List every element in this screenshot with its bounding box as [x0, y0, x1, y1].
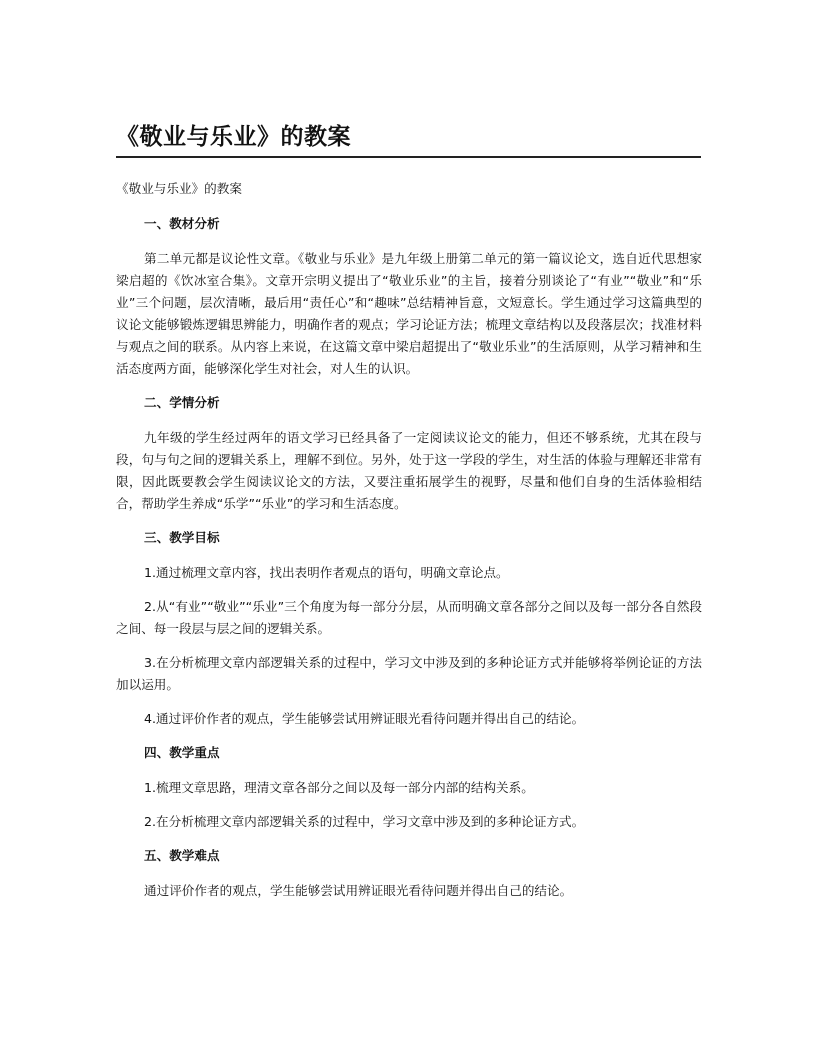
section-heading-teaching-goals: 三、教学目标	[144, 530, 220, 545]
section-paragraph: 九年级的学生经过两年的语文学习已经具备了一定阅读议论文的能力，但还不够系统，尤其在段与段，句与句之间的逻辑关系上，理解不到位。另外，处于这一学段的学生，对生活的体验与理解还非常有限，因此既要教会学生阅读议论文的方法，又要注重拓展学生的视野，尽量和他们自身的生活体验相结合，帮助学生养成“乐学”“乐业”的学习和生活态度。	[116, 430, 702, 511]
goal-item: 1.通过梳理文章内容，找出表明作者观点的语句，明确文章论点。	[144, 565, 509, 580]
section-paragraph: 第二单元都是议论性文章。《敬业与乐业》是九年级上册第二单元的第一篇议论文，选自近代思想家梁启超的《饮冰室合集》。文章开宗明义提出了“敬业乐业”的主旨，接着分别谈论了“有业”“敬业”和“乐业”三个问题，层次清晰，最后用“责任心”和“趣味”总结精神旨意，文短意长。学生通过学习这篇典型的议论文能够锻炼逻辑思辨能力，明确作者的观点；学习论证方法；梳理文章结构以及段落层次；找准材料与观点之间的联系。从内容上来说，在这篇文章中梁启超提出了“敬业乐业”的生活原则，从学习精神和生活态度两方面，能够深化学生对社会，对人生的认识。	[116, 251, 702, 376]
section-heading-student-analysis: 二、学情分析	[144, 395, 220, 410]
title-divider	[116, 156, 701, 158]
section-heading-textbook-analysis: 一、教材分析	[144, 216, 220, 231]
goal-item: 4.通过评价作者的观点，学生能够尝试用辨证眼光看待问题并得出自己的结论。	[144, 711, 585, 726]
document-body	[116, 178, 702, 914]
goal-item: 3.在分析梳理文章内部逻辑关系的过程中，学习文中涉及到的多种论证方式并能够将举例论证的方法加以运用。	[116, 655, 702, 692]
difficulty-item: 通过评价作者的观点，学生能够尝试用辨证眼光看待问题并得出自己的结论。	[144, 883, 573, 898]
section-heading-key-points: 四、教学重点	[144, 745, 220, 760]
key-point-item: 1.梳理文章思路，理清文章各部分之间以及每一部分内部的结构关系。	[144, 780, 534, 795]
document-title: 《敬业与乐业》的教案	[116, 124, 351, 150]
section-heading-difficulties: 五、教学难点	[144, 848, 220, 863]
key-point-item: 2.在分析梳理文章内部逻辑关系的过程中，学习文章中涉及到的多种论证方式。	[144, 814, 585, 829]
document-subtitle: 《敬业与乐业》的教案	[116, 181, 242, 196]
goal-item: 2.从“有业”“敬业”“乐业”三个角度为每一部分分层，从而明确文章各部分之间以及每一部分各自然段之间、每一段层与层之间的逻辑关系。	[116, 599, 702, 636]
